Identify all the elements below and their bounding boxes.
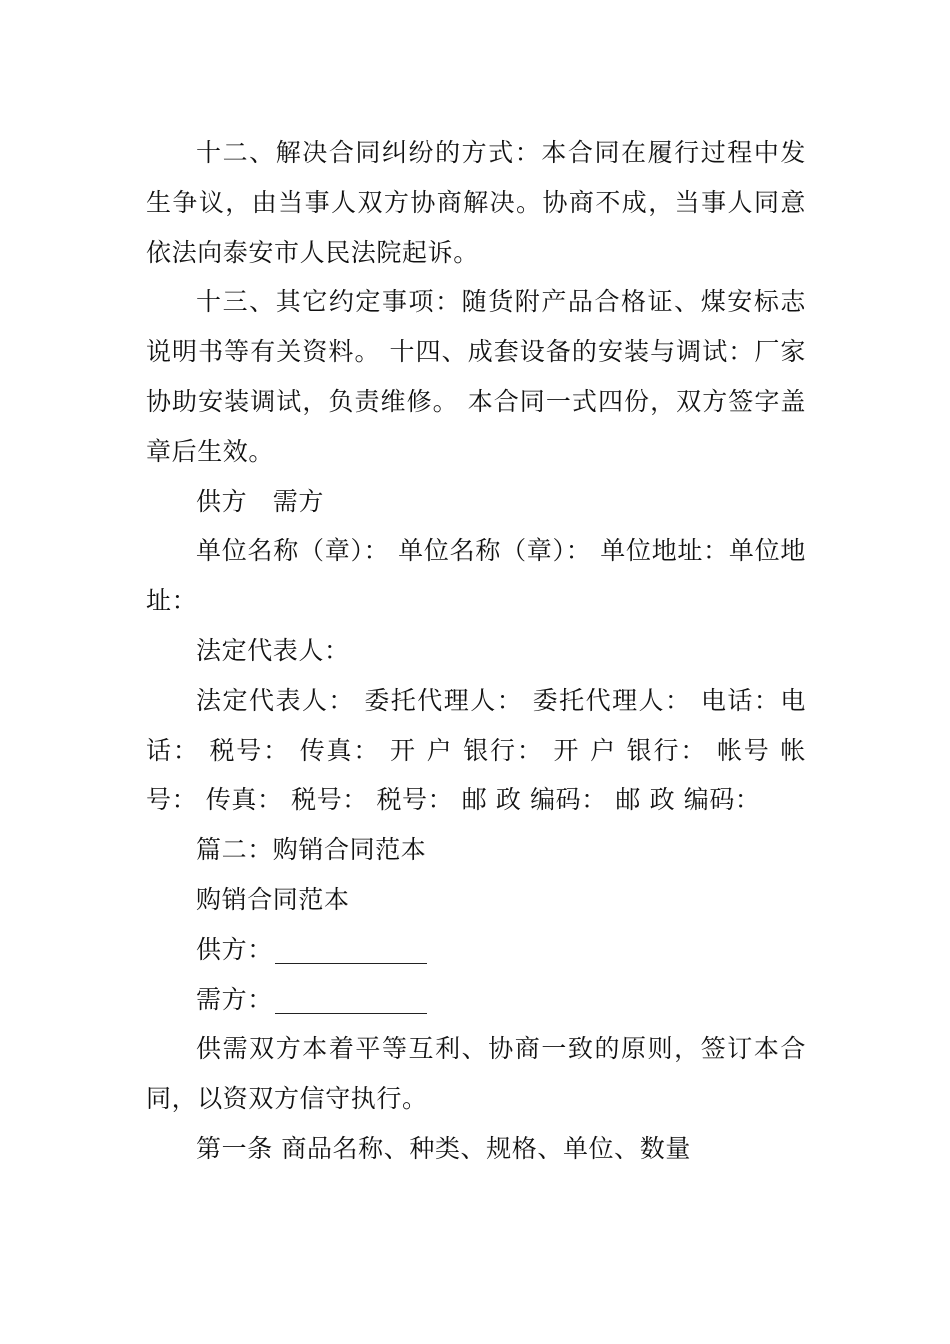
supplier-label: 供方： [196,934,273,964]
parties-heading: 供方 需方 [196,486,325,516]
clause-13-14-other-terms: 十三、其它约定事项：随货附产品合格证、煤安标志说明书等有关资料。 十四、成套设备的安装与调试：厂家协助安装调试，负责维修。 本合同一式四份，双方签字盖章后生效。 [146,287,806,466]
legal-representative-line: 法定代表人： [196,635,350,665]
unit-name-address-line: 单位名称（章）： 单位名称（章）： 单位地址：单位地址： [146,536,806,616]
clause-12-dispute-resolution: 十二、解决合同纠纷的方式：本合同在履行过程中发生争议，由当事人双方协商解决。协商不成，当事人同意依法向泰安市人民法院起诉。 [146,138,806,267]
article-1-heading: 第一条 商品名称、种类、规格、单位、数量 [196,1133,691,1163]
buyer-blank-field [275,1013,427,1014]
supplier-blank-field [275,963,427,964]
supplier-line [146,925,806,975]
section-heading-part-two: 篇二：购销合同范本 [196,835,427,865]
contract-title: 购销合同范本 [196,884,350,914]
buyer-label: 需方： [196,984,273,1014]
document-body [146,128,806,1174]
contact-details-block: 法定代表人： 委托代理人： 委托代理人： 电话：电话： 税号： 传真： 开 户 银行： 开 户 银行： 帐号 帐号： 传真： 税号： 税号： 邮 政 编码： 邮 政 编码： [146,685,806,815]
contract-principle: 供需双方本着平等互利、协商一致的原则，签订本合同，以资双方信守执行。 [146,1034,806,1114]
buyer-line [146,975,806,1025]
